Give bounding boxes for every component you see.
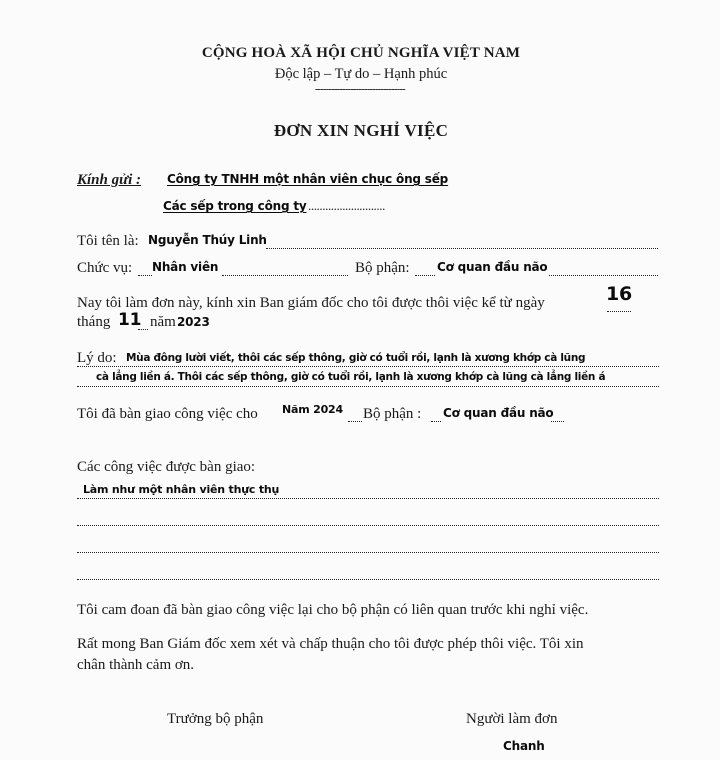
request-day-dots — [607, 311, 631, 312]
motto: Độc lập – Tự do – Hạnh phúc — [274, 66, 448, 82]
handover-to-dots — [348, 421, 362, 422]
reason-line-1: Mùa đông lười viết, thôi các sếp thông, giờ có tuổi rồi, lạnh là xương khớp cà lũng — [126, 352, 586, 364]
name-label: Tôi tên là: — [77, 233, 139, 249]
reason-label: Lý do: — [77, 350, 117, 366]
position-dotted-line — [222, 275, 348, 276]
nation-title: CỘNG HOÀ XÃ HỘI CHỦ NGHĨA VIỆT NAM — [201, 45, 521, 61]
task-dotted-line-2 — [77, 525, 659, 526]
recipient-bosses: Các sếp trong công ty — [163, 199, 307, 213]
recipient-company: Công ty TNHH một nhân viên chục ông sếp — [167, 172, 449, 186]
name-value: Nguyễn Thúy Linh — [148, 233, 267, 247]
handover-label: Tôi đã bàn giao công việc cho — [77, 406, 258, 422]
handover-dept-value: Cơ quan đầu não — [443, 406, 554, 420]
reason-dotted-line-1 — [77, 366, 659, 367]
request-month-label: tháng — [77, 314, 111, 330]
header-divider: --------------------------------- — [314, 84, 406, 95]
department-label: Bộ phận: — [355, 260, 410, 276]
document-title: ĐƠN XIN NGHỈ VIỆC — [273, 121, 449, 140]
department-value: Cơ quan đầu não — [437, 260, 548, 274]
recipient-label: Kính gửi : — [77, 172, 142, 188]
task-dotted-line-4 — [77, 579, 659, 580]
reason-line-2: cà lẳng liền á. Thôi các sếp thông, giờ có tuổi rồi, lạnh là xương khớp cà lũng cà lẳng liền á — [96, 371, 606, 383]
signer-name: Chanh — [503, 739, 545, 753]
commitment-text: Tôi cam đoan đã bàn giao công việc lại cho bộ phận có liên quan trước khi nghỉ việc. — [77, 602, 589, 618]
request-month: 11 — [118, 310, 142, 330]
signature-label-manager: Trưởng bộ phận — [167, 711, 264, 727]
request-month-dots — [138, 329, 148, 330]
name-dotted-line — [266, 248, 658, 249]
handover-dept-dots-post — [551, 421, 564, 422]
position-dots-pre — [138, 275, 152, 276]
signature-label-applicant: Người làm đơn — [466, 711, 558, 727]
closing-line-1: Rất mong Ban Giám đốc xem xét và chấp thuận cho tôi được phép thôi việc. Tôi xin — [77, 636, 584, 652]
request-year: 2023 — [177, 315, 210, 329]
recipient-bosses-dots: ........................... — [308, 198, 385, 213]
position-value: Nhân viên — [152, 260, 219, 274]
task-dotted-line-3 — [77, 552, 659, 553]
reason-dotted-line-2 — [77, 386, 659, 387]
request-year-label: năm — [150, 314, 176, 330]
task-item-1: Làm như một nhân viên thực thụ — [83, 483, 280, 496]
request-day: 16 — [606, 283, 633, 305]
department-dots-pre — [415, 275, 435, 276]
request-text: Nay tôi làm đơn này, kính xin Ban giám đốc cho tôi được thôi việc kể từ ngày — [77, 295, 545, 311]
department-dotted-line — [549, 275, 658, 276]
handover-to: Năm 2024 — [282, 403, 343, 416]
closing-line-2: chân thành cảm ơn. — [77, 657, 195, 673]
handover-dept-dots-pre — [431, 421, 441, 422]
tasks-label: Các công việc được bàn giao: — [77, 459, 256, 475]
position-label: Chức vụ: — [77, 260, 133, 276]
handover-dept-label: Bộ phận : — [363, 406, 422, 422]
task-dotted-line-1 — [77, 498, 659, 499]
